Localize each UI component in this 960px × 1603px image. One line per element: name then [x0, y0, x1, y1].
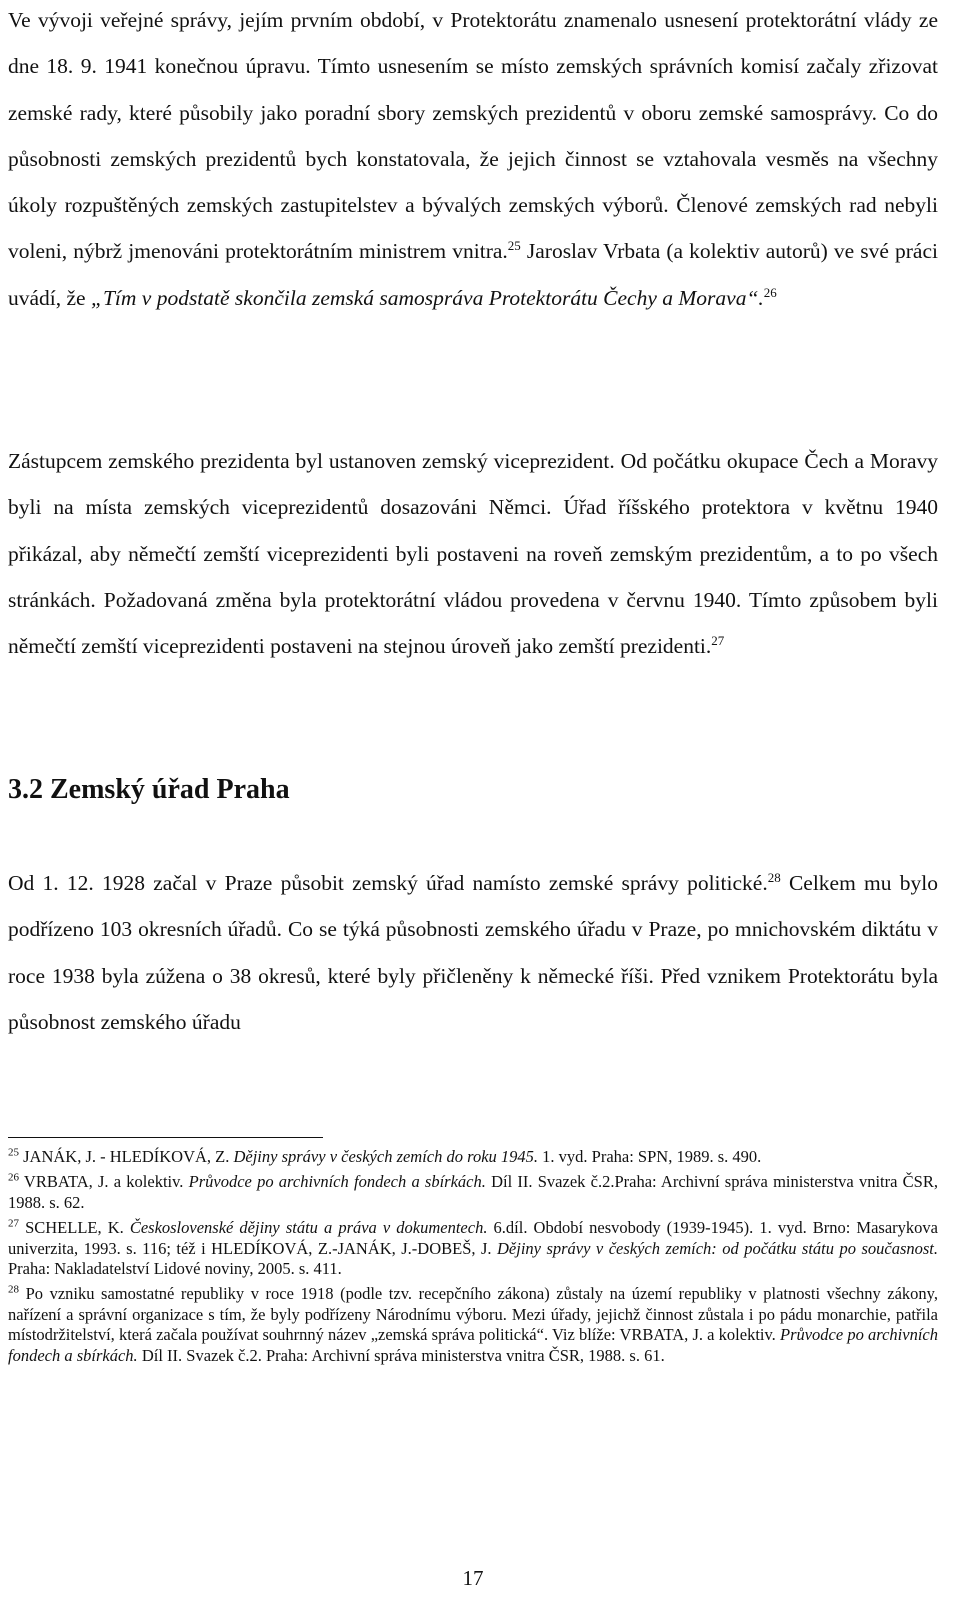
footnote — [8, 1147, 938, 1167]
footnote-text: 1. vyd. Praha: SPN, 1989. s. 490. — [538, 1147, 762, 1166]
footnote — [8, 1218, 938, 1279]
footnote-reference[interactable]: 28 — [767, 869, 781, 885]
paragraph-text: Zástupcem zemského prezidenta byl ustanoven zemský viceprezident. Od počátku okupace Čech a Moravy byli na místa zemských viceprezidentů dosazováni Němci. Úřad říšského protektora v květnu 1940 přikázal, aby němečtí zemští viceprezidenti byli postaveni na roveň zemským prezidentům, a to po všech stránkách. Požadovaná změna byla protektorátní vládou provedena v červnu 1940. Tímto způsobem byli němečtí zemští viceprezidenti postaveni na stejnou úroveň jako zemští prezidenti. — [8, 449, 938, 659]
footnotes — [8, 1147, 938, 1371]
paragraph-text: Jaroslav Vrbata (a kolektiv autorů) ve své práci uvádí, že — [8, 239, 938, 310]
footnote-number: 28 — [8, 1283, 19, 1296]
footnote-title: Průvodce po archivních fondech a sbírkách. — [8, 1325, 938, 1365]
footnote-text: VRBATA, J. a kolektiv. — [19, 1172, 189, 1192]
footnote-text: Praha: Nakladatelství Lidové noviny, 2005. s. 411. — [8, 1259, 342, 1279]
italic-quote: „Tím v podstatě skončila zemská samospráva Protektorátu Čechy a Morava“. — [90, 285, 764, 310]
footnote-separator — [8, 1137, 323, 1138]
paragraph-text: Od 1. 12. 1928 začal v Praze působit zemský úřad namísto zemské správy politické. — [8, 871, 768, 895]
page-number: 17 — [462, 1566, 484, 1590]
footnote-number: 26 — [8, 1171, 19, 1184]
footnote — [8, 1284, 938, 1366]
footnote-reference[interactable]: 25 — [507, 238, 521, 254]
footnote-title: Československé dějiny státu a práva v dokumentech. — [129, 1218, 488, 1238]
footnote-title: Dějiny správy v českých zemích do roku 1945. — [233, 1147, 539, 1166]
footnote-number: 25 — [8, 1146, 19, 1159]
section-heading: 3.2 Zemský úřad Praha — [8, 774, 290, 805]
footnote-reference[interactable]: 26 — [763, 284, 777, 300]
footnote-title: Průvodce po archivních fondech a sbírkách. — [188, 1172, 486, 1192]
footnote-number: 27 — [8, 1217, 19, 1230]
footnote-text: JANÁK, J. - HLEDÍKOVÁ, Z. — [19, 1147, 234, 1166]
footnote-text: 6.díl. Období nesvobody (1939-1945). 1. vyd. Brno: Masarykova univerzita, 1993. s. 116; též i HLEDÍKOVÁ, Z.-JANÁK, J.-DOBEŠ, J. — [8, 1218, 938, 1258]
footnote — [8, 1172, 938, 1213]
footnote-text: SCHELLE, K. — [19, 1218, 130, 1238]
footnote-title: Dějiny správy v českých zemích: od počátku státu po současnost. — [497, 1238, 938, 1258]
paragraph-text: Ve vývoji veřejné správy, jejím prvním období, v Protektorátu znamenalo usnesení protektorátní vlády ze dne 18. 9. 1941 konečnou úpravu. Tímto usnesením se místo zemských správních komisí začaly zřizovat zemské rady, které působily jako poradní sbory zemských prezidentů v oboru zemské samosprávy. Co do působnosti zemských prezidentů bych konstatovala, že jejich činnost se vztahovala vesměs na všechny úkoly rozpuštěných zemských zastupitelstev a bývalých zemských výborů. Členové zemských rad nebyli voleni, nýbrž jmenováni protektorátním ministrem vnitra. — [8, 8, 938, 264]
paragraph-text: Celkem mu bylo podřízeno 103 okresních úřadů. Co se týká působnosti zemského úřadu v Praze, po mnichovském diktátu v roce 1938 byla zúžena o 38 okresů, které byly přičleněny k německé říši. Před vznikem Protektorátu byla působnost zemského úřadu — [8, 871, 938, 1034]
footnote-text: Díl II. Svazek č.2. Praha: Archivní správa ministerstva vnitra ČSR, 1988. s. 61. — [137, 1345, 665, 1365]
footnote-reference[interactable]: 27 — [711, 633, 725, 649]
footnote-text: Díl II. Svazek č.2.Praha: Archivní správa ministerstva vnitra ČSR, 1988. s. 62. — [8, 1172, 938, 1212]
body-paragraph — [8, 0, 938, 321]
body-paragraph — [8, 860, 938, 1045]
body-paragraph — [8, 438, 938, 669]
footnote-text: Po vzniku samostatné republiky v roce 1918 (podle tzv. recepčního zákona) zůstaly na území republiky v platnosti všechny zákony, nařízení a správní organizace s tím, že byly podřízeny Národnímu výboru. Mezi úřady, jejichž činnost zůstala i po pádu monarchie, patřila místodržitelství, která začala používat souhrnný název „zemská správa politická“. Viz blíže: VRBATA, J. a kolektiv. — [8, 1284, 938, 1345]
